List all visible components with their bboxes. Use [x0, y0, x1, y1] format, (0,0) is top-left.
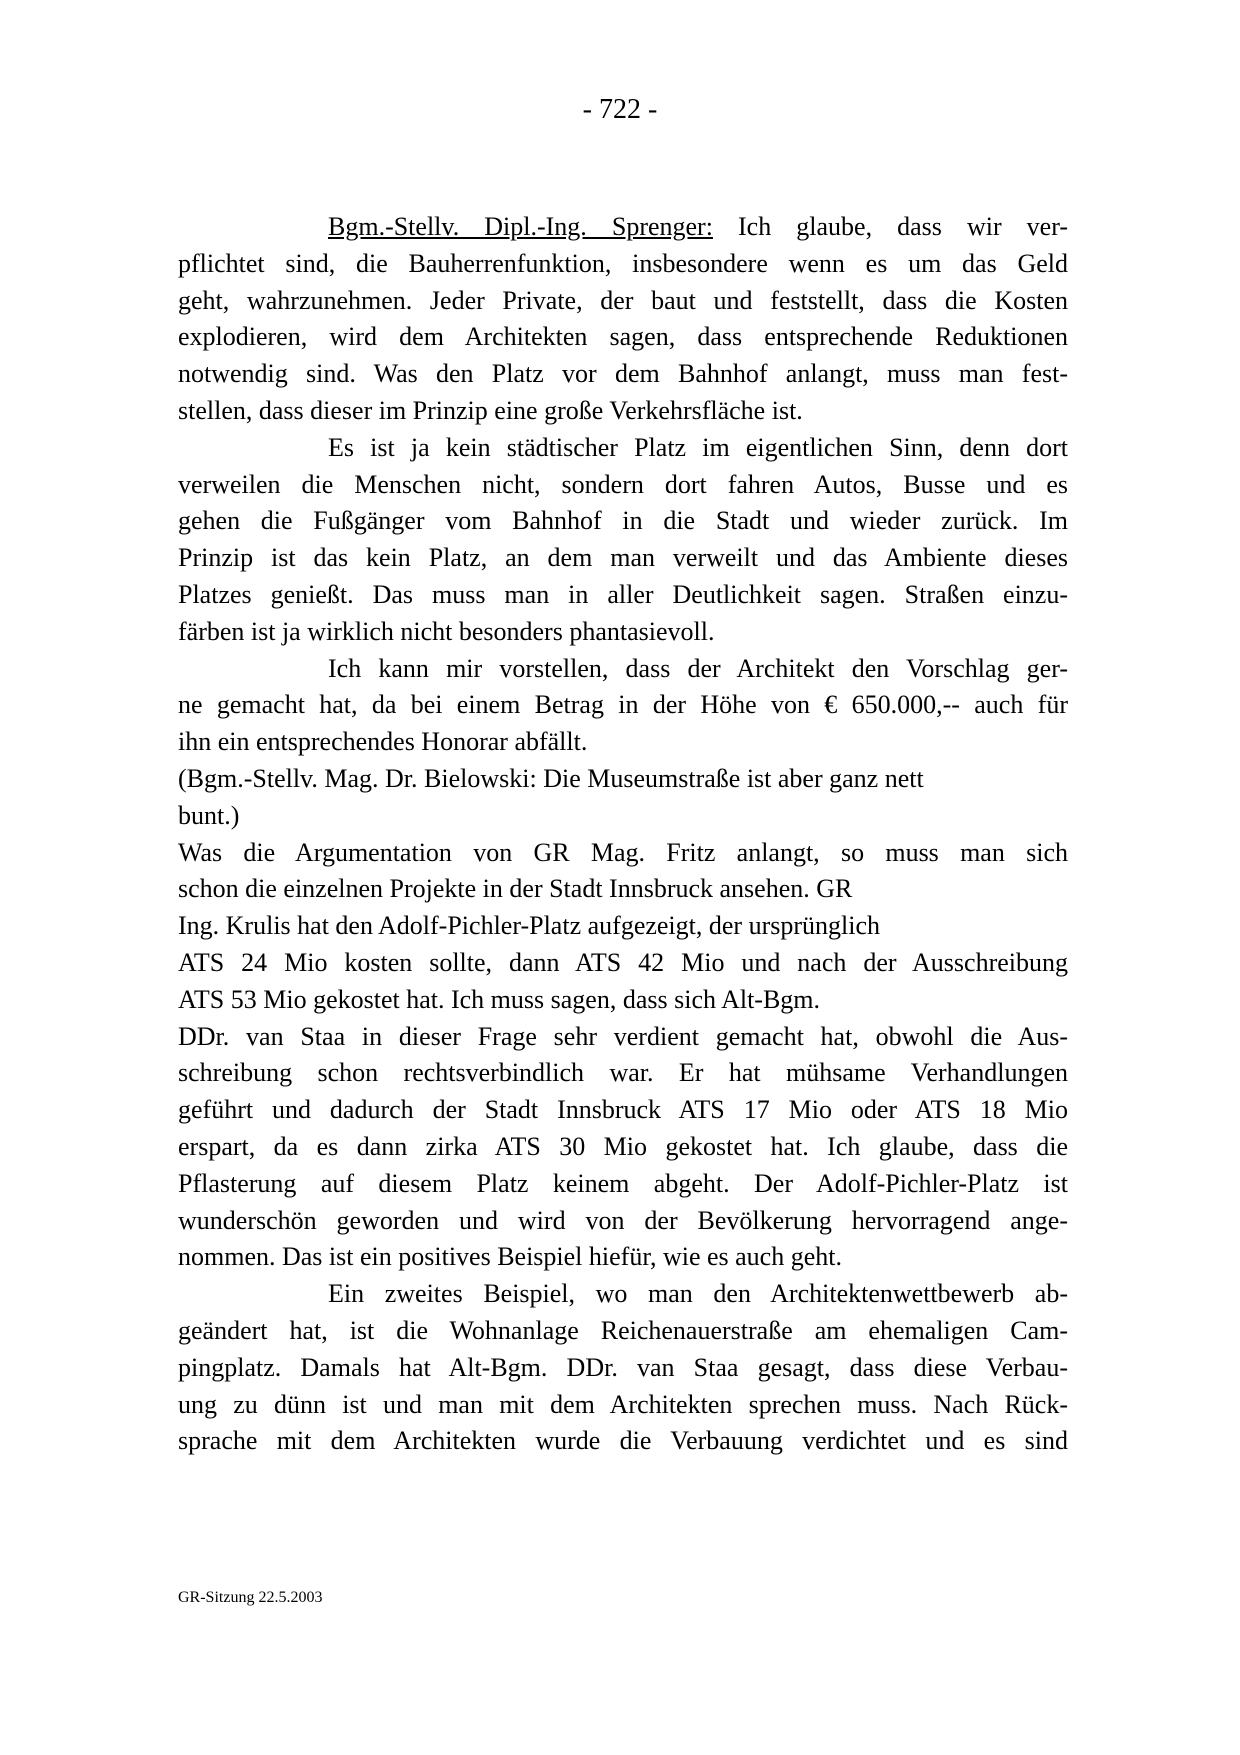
text-line: Ein zweites Beispiel, wo man den Architektenwettbewerb ab- [328, 1279, 1068, 1309]
body-paragraph [178, 651, 1068, 761]
text-line: erspart, da es dann zirka ATS 30 Mio gekostet hat. Ich glaube, dass die [178, 1131, 1068, 1161]
text-line: explodieren, wird dem Architekten sagen, dass entsprechende Reduktionen [178, 322, 1068, 352]
text-line [178, 209, 1068, 246]
text-line: ne gemacht hat, da bei einem Betrag in der Höhe von € 650.000,-- auch für [178, 690, 1068, 720]
body-paragraph [178, 1276, 1068, 1460]
text-line: geändert hat, ist die Wohnanlage Reichenauerstraße am ehemaligen Cam- [178, 1315, 1068, 1345]
text-line: Ing. Krulis hat den Adolf-Pichler-Platz aufgezeigt, der ursprünglich [178, 911, 880, 941]
text-line: bunt.) [178, 800, 240, 830]
text-line: Es ist ja kein städtischer Platz im eigentlichen Sinn, denn dort [328, 432, 1068, 462]
page-footer: GR-Sitzung 22.5.2003 [178, 1589, 323, 1606]
text-line: notwendig sind. Was den Platz vor dem Bahnhof anlangt, muss man fest- [178, 359, 1068, 389]
page-number: - 722 - [582, 94, 658, 125]
speech-paragraph [178, 209, 1068, 430]
text-line: Prinzip ist das kein Platz, an dem man verweilt und das Ambiente dieses [178, 543, 1068, 573]
text-line: Ich kann mir vorstellen, dass der Architekt den Vorschlag ger- [328, 653, 1068, 683]
text-line: schreibung schon rechtsverbindlich war. Er hat mühsame Verhandlungen [178, 1058, 1068, 1088]
text-line: ihn ein entsprechendes Honorar abfällt. [178, 727, 588, 757]
text-line: gehen die Fußgänger vom Bahnhof in die Stadt und wieder zurück. Im [178, 506, 1068, 536]
text-line: ung zu dünn ist und man mit dem Architekten sprechen muss. Nach Rück- [178, 1389, 1068, 1419]
text-line: geht, wahrzunehmen. Jeder Private, der baut und feststellt, dass die Kosten [178, 285, 1068, 315]
text-line: ATS 53 Mio gekostet hat. Ich muss sagen, dass sich Alt-Bgm. [178, 984, 821, 1014]
interjection-paragraph [178, 761, 1068, 835]
text-line: verweilen die Menschen nicht, sondern dort fahren Autos, Busse und es [178, 469, 1068, 499]
text-line: geführt und dadurch der Stadt Innsbruck ATS 17 Mio oder ATS 18 Mio [178, 1095, 1068, 1125]
text-line: ATS 24 Mio kosten sollte, dann ATS 42 Mio und nach der Ausschreibung [178, 947, 1068, 977]
text-line: (Bgm.-Stellv. Mag. Dr. Bielowski: Die Museumstraße ist aber ganz nett [178, 763, 924, 793]
document-body [178, 209, 1068, 1460]
text-line: nommen. Das ist ein positives Beispiel hiefür, wie es auch geht. [178, 1242, 842, 1272]
text-line: wunderschön geworden und wird von der Bevölkerung hervorragend ange- [178, 1205, 1068, 1235]
text-fragment: Ich glaube, dass wir ver- [712, 212, 1069, 241]
text-line: pflichtet sind, die Bauherrenfunktion, insbesondere wenn es um das Geld [178, 248, 1068, 278]
text-line: sprache mit dem Architekten wurde die Verbauung verdichtet und es sind [178, 1426, 1068, 1456]
text-line: Pflasterung auf diesem Platz keinem abgeht. Der Adolf-Pichler-Platz ist [178, 1168, 1068, 1198]
text-line: schon die einzelnen Projekte in der Stadt Innsbruck ansehen. GR [178, 874, 853, 904]
text-line: Platzes genießt. Das muss man in aller Deutlichkeit sagen. Straßen einzu- [178, 579, 1068, 609]
speaker-name: Bgm.-Stellv. Dipl.-Ing. Sprenger: [328, 212, 713, 241]
text-line: pingplatz. Damals hat Alt-Bgm. DDr. van Staa gesagt, dass diese Verbau- [178, 1352, 1068, 1382]
text-line: stellen, dass dieser im Prinzip eine große Verkehrsfläche ist. [178, 395, 803, 425]
text-line: Was die Argumentation von GR Mag. Fritz anlangt, so muss man sich [178, 837, 1068, 867]
text-line: färben ist ja wirklich nicht besonders phantasievoll. [178, 616, 715, 646]
body-paragraph [178, 835, 1068, 1277]
body-paragraph [178, 430, 1068, 651]
text-line: DDr. van Staa in dieser Frage sehr verdient gemacht hat, obwohl die Aus- [178, 1021, 1068, 1051]
